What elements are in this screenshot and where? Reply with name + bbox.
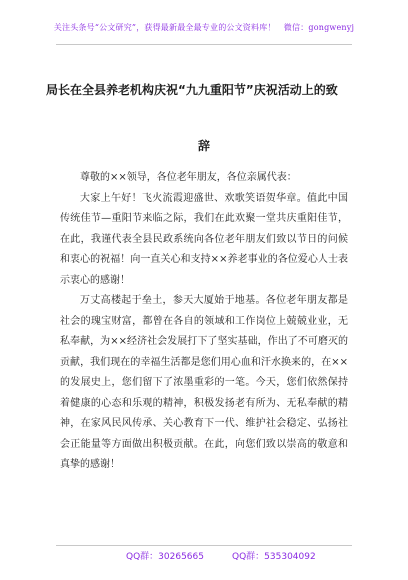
title-line-1: 局长在全县养老机构庆祝“九九重阳节”庆祝活动上的致 (46, 83, 338, 97)
footer-qq-group-2: QQ群：535304092 (232, 552, 316, 562)
footer (0, 549, 408, 563)
salutation: 尊敬的××领导，各位老年朋友，各位亲属代表： (80, 172, 297, 183)
document-body (60, 168, 348, 476)
footer-qq-group-1: QQ群：30265665 (126, 552, 204, 562)
paragraph-greeting: 大家上午好！飞火流霞迎盛世、欢歌笑语贺华章。值此中国传统佳节—重阳节来临之际，我们在此欢聚一堂共庆重阳佳节，在此，我谨代表全县民政系统向各位老年朋友们致以节日的问候和衷心的祝福！向一直关心和支持××养老事业的各位爱心人士表示衷心的感谢！ (60, 192, 348, 286)
header-divider (56, 44, 352, 45)
footer-divider (56, 545, 352, 546)
title-line-2: 辞 (197, 139, 210, 153)
header-banner: 关注头条号“公文研究”，获得最新最全最专业的公文资料库！ 微信：gongwenyj (53, 23, 355, 32)
document-title (46, 62, 362, 174)
paragraph-tribute: 万丈高楼起于垒土，参天大厦始于地基。各位老年朋友都是社会的瑰宝财富，都曾在各自的领域和工作岗位上兢兢业业，无私奉献，为××经济社会发展打下了坚实基础，作出了不可磨灭的贡献，我们现在的幸福生活都是您们用心血和汗水换来的，在××的发展史上，您们留下了浓墨重彩的一笔。今天，您们依然保持着健康的心态和乐观的精神，积极发扬老有所为、无私奉献的精神，在家风民风传承、关心教育下一代、维护社会稳定、弘扬社会正能量等方面做出积极贡献。在此，向您们致以崇高的敬意和真挚的感谢！ (60, 295, 348, 470)
